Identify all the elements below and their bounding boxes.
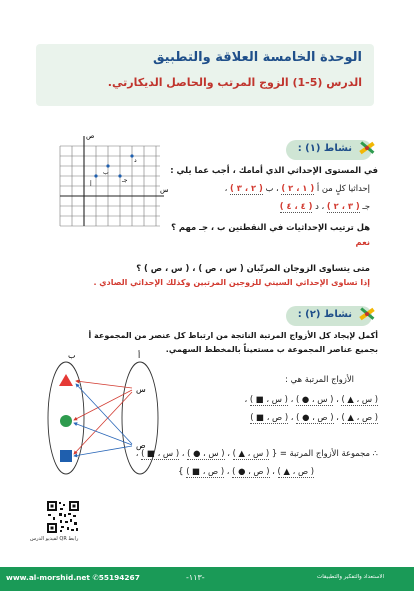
set-b-label: ب (68, 351, 76, 360)
red-triangle (59, 374, 73, 386)
activity1-a4: إذا تساوى الإحداثي السيني للزوجين المرتبين وكذلك الإحداثي الصادي . (93, 278, 370, 287)
footer-bar (0, 567, 414, 591)
green-circle (60, 415, 72, 427)
qr-label: رابط QR لفيديو الدرس (30, 536, 79, 542)
point-b (106, 164, 109, 167)
footer-right-text: الاستعداد والتفكير والتطبيقات (317, 574, 384, 580)
pair-s-triangle: ( س ، ▲ ) (341, 394, 378, 404)
point-a (94, 174, 97, 177)
activity1-q4: متى يتساوى الزوجان المرتّبان ( س ، ص ) ، ( س ، ص ) ؟ (136, 263, 370, 273)
answer-a: ( ١ ، ٢ ) (281, 183, 315, 193)
activity2-instruction-1: أكمل لإيجاد كل الأزواج المرتبة الناتجة من ارتباط كل عنصر من المجموعة أ (88, 331, 378, 340)
arrow-diagram (40, 346, 170, 488)
pairs-title: الأزواج المرتبة هي : (285, 374, 354, 384)
activity1-label: نشاط (١) : (297, 143, 352, 154)
activity2-instruction-2: بجميع عناصر المجموعة ب مستعيناً بالمخطط السهمي. (165, 345, 378, 354)
set-of-pairs-row-1: ∴ مجموعة الأزواج المرتبة = { ( س ، ▲ ) ، ( س ، ● ) ، ( س ، ■ ) ، (135, 448, 378, 458)
point-a-label: أ (90, 181, 92, 188)
activity2-header (286, 306, 372, 326)
footer-url[interactable]: www.al-morshid.net ✆55194267 (6, 573, 140, 582)
activity1-q1: إحداثيا كلٍ من أ ( ١ ، ٢ ) ، ب ( ٢ ، ٣ ) ، (224, 183, 370, 193)
activity1-intro: في المستوى الإحداثي الذي أمامك ، أجب عما يلي : (170, 165, 378, 175)
ruler-pencil-icon (356, 137, 378, 159)
point-d-label: د (134, 157, 137, 164)
arrow-sad-square (74, 446, 132, 456)
pair-s-square: ( س ، ■ ) (249, 394, 288, 404)
set-of-pairs-row-2: ( ص ، ▲ ) ، ( ص ، ● ) ، ( ص ، ■ ) } (178, 466, 314, 476)
title-banner (36, 44, 374, 106)
pair-sad-square: ( ص ، ■ ) (250, 412, 289, 422)
pairs-row-2: ( ص ، ▲ ) ، ( ص ، ● ) ، ( ص ، ■ ) (250, 412, 378, 422)
answer-d: ( ٤ ، ٤ ) (279, 201, 313, 211)
answer-b: ( ٢ ، ٣ ) (230, 183, 263, 193)
answer-c: ( ٣ ، ٢ ) (326, 201, 360, 211)
activity1-q3: هل ترتيب الإحداثيات في النقطتين ب ، جـ مهم ؟ (171, 222, 370, 232)
pair-sad-circle: ( ص ، ● ) (296, 412, 334, 422)
activity1-a3: نعم (355, 237, 370, 247)
point-b-label: ب (103, 169, 109, 176)
set-a-element-1: س (136, 385, 146, 394)
point-c-label: جـ (122, 177, 128, 184)
blue-square (60, 450, 72, 462)
pair-sad-triangle: ( ص ، ▲ ) (341, 412, 378, 422)
unit-title: الوحدة الخامسة العلاقة والتطبيق (152, 50, 362, 65)
set-a-label: أ (138, 351, 141, 360)
y-axis-label: ص (86, 132, 95, 140)
ruler-pencil-icon (356, 303, 378, 325)
x-axis-label: س (160, 186, 169, 194)
pairs-row-1: ( س ، ▲ ) ، ( س ، ● ) ، ( س ، ■ ) ، (244, 394, 378, 404)
activity1-q2: جـ ( ٣ ، ٢ ) ، د ( ٤ ، ٤ ) (279, 201, 370, 211)
qr-code-icon[interactable] (46, 500, 80, 534)
coordinate-grid (50, 128, 170, 236)
arrow-s-triangle (76, 381, 132, 388)
lesson-title: الدرس (5-1) الزوج المرتب والحاصل الديكارتي. (107, 76, 362, 89)
activity2-label: نشاط (٢) : (297, 309, 352, 320)
page-number: -١١٣- (186, 573, 205, 582)
arrow-s-square (74, 392, 132, 454)
activity1-header (286, 140, 372, 160)
pair-s-circle: ( س ، ● ) (295, 394, 334, 404)
set-a-element-2: ص (136, 441, 146, 450)
